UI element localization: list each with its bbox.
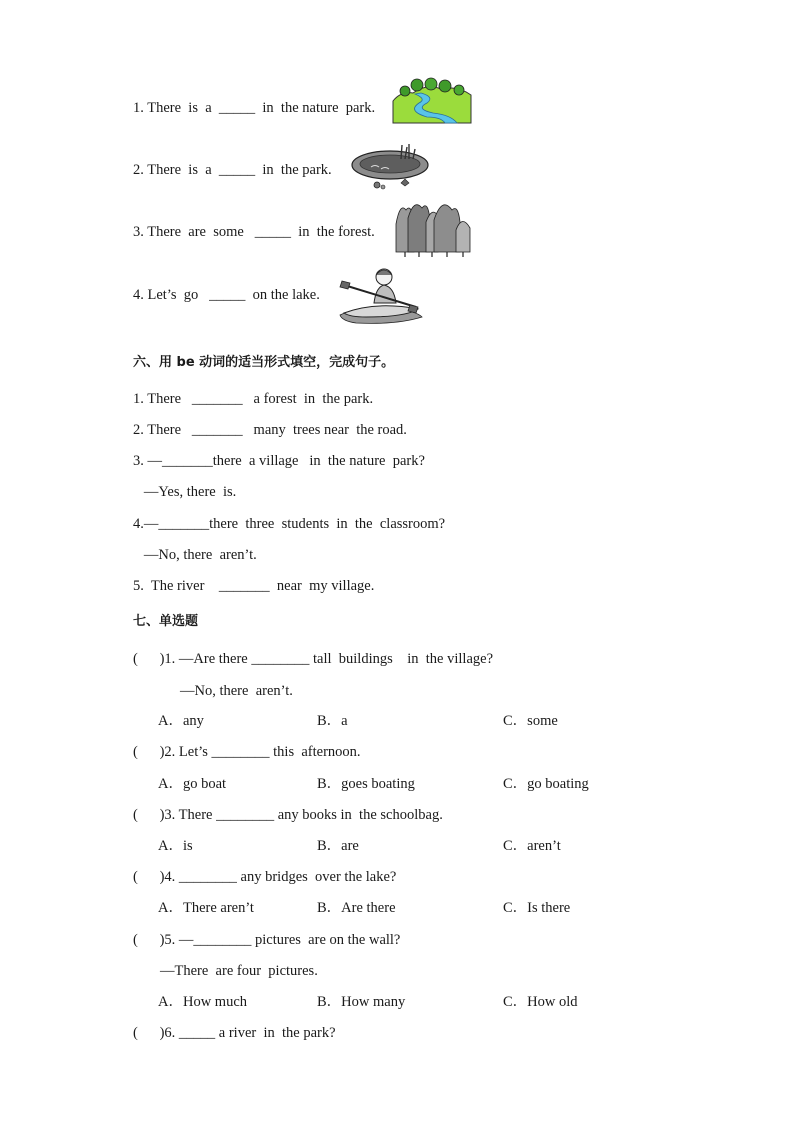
fill-sentence-4-answer: —No, there aren’t.	[133, 547, 257, 563]
fill-sentence-3: 3. —_______there a village in the nature park?	[133, 453, 425, 469]
question-5-option-a: A．How much	[158, 994, 248, 1010]
section6-heading: 六、用 be 动词的适当形式填空，完成句子。	[133, 355, 395, 370]
question-6: ( )6. _____ a river in the park?	[133, 1025, 336, 1041]
boating-picture	[336, 263, 424, 325]
question-1-option-c: C．some	[503, 713, 558, 729]
question-2-option-b: B．goes boating	[317, 776, 415, 792]
question-3-option-b: B．are	[317, 838, 359, 854]
fill-sentence-2: 2. There _______ many trees near the road.	[133, 422, 407, 438]
river-picture	[391, 77, 473, 125]
question-5: ( )5. —________ pictures are on the wall?	[133, 932, 401, 948]
question-3-option-c: C．aren’t	[503, 838, 561, 854]
question-3-option-a: A．is	[158, 838, 193, 854]
fill-sentence-1: 1. There _______ a forest in the park.	[133, 391, 374, 407]
question-2: ( )2. Let’s ________ this afternoon.	[133, 744, 361, 760]
picture-sentence-3: 3. There are some _____ in the forest.	[133, 224, 375, 240]
question-5-option-c: C．How old	[503, 994, 578, 1010]
pond-picture	[347, 141, 433, 193]
question-1: ( )1. —Are there ________ tall buildings in the village?	[133, 651, 494, 667]
fill-sentence-4: 4.—_______there three students in the classroom?	[133, 516, 446, 532]
picture-sentence-1: 1. There is a _____ in the nature park.	[133, 100, 376, 116]
question-1-reply: —No, there aren’t.	[180, 683, 293, 699]
question-4-option-c: C．Is there	[503, 900, 571, 916]
question-2-option-a: A．go boat	[158, 776, 227, 792]
question-3: ( )3. There ________ any books in the schoolbag.	[133, 807, 443, 823]
picture-sentence-2: 2. There is a _____ in the park.	[133, 162, 332, 178]
section7-heading: 七、单选题	[133, 614, 199, 629]
trees-picture	[392, 200, 476, 258]
question-4: ( )4. ________ any bridges over the lake?	[133, 869, 397, 885]
fill-sentence-5: 5. The river _______ near my village.	[133, 578, 375, 594]
question-1-option-a: A．any	[158, 713, 204, 729]
question-2-option-c: C．go boating	[503, 776, 589, 792]
question-4-option-a: A．There aren’t	[158, 900, 254, 916]
question-5-reply: —There are four pictures.	[160, 963, 318, 979]
fill-sentence-3-answer: —Yes, there is.	[133, 484, 237, 500]
question-4-option-b: B．Are there	[317, 900, 396, 916]
question-5-option-b: B．How many	[317, 994, 406, 1010]
picture-sentence-4: 4. Let’s go _____ on the lake.	[133, 287, 320, 303]
question-1-option-b: B．a	[317, 713, 348, 729]
